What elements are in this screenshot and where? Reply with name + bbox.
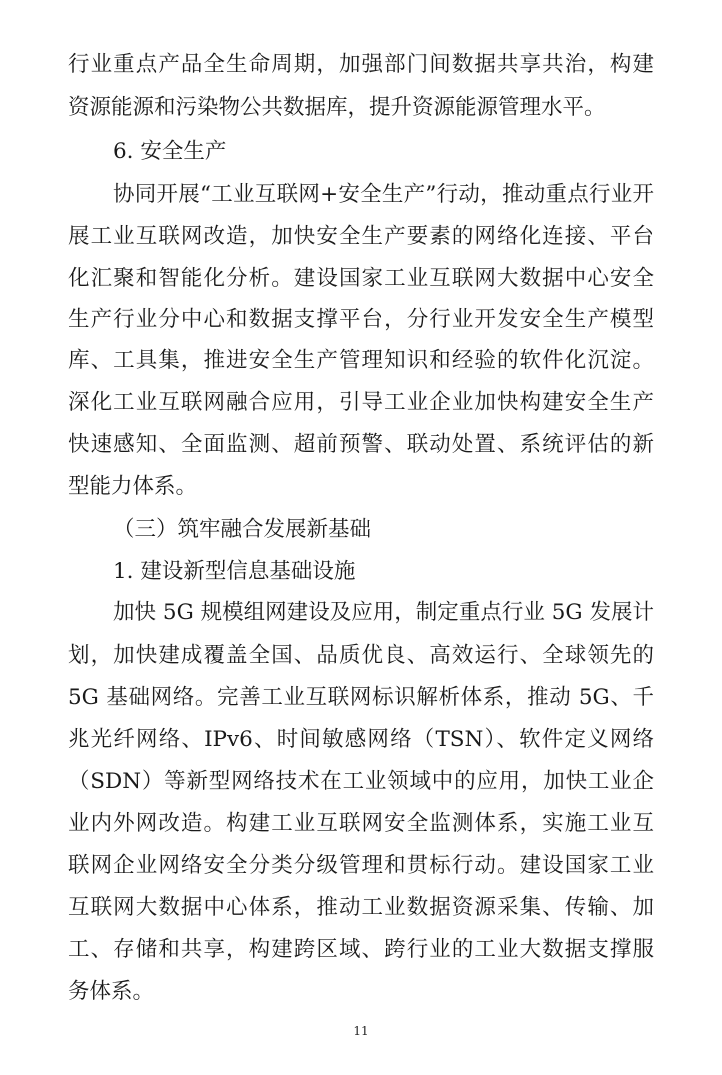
body-text-line: 资源能源和污染物公共数据库，提升资源能源管理水平。 [68, 95, 606, 120]
body-text-line: 联网企业网络安全分类分级管理和贯标行动。建设国家工业 [68, 853, 654, 878]
body-text-line: 兆光纤网络、IPv6、时间敏感网络（TSN）、软件定义网络 [68, 727, 654, 752]
body-text-line: 业内外网改造。构建工业互联网安全监测体系，实施工业互 [68, 811, 654, 836]
body-text-line: 化汇聚和智能化分析。建设国家工业互联网大数据中心安全 [68, 266, 654, 291]
body-text-line: 工、存储和共享，构建跨区域、跨行业的工业大数据支撑服 [68, 937, 654, 962]
section-heading: （三）筑牢融合发展新基础 [113, 517, 372, 542]
subsection-heading: 1. 建设新型信息基础设施 [113, 559, 356, 584]
page-number: 11 [353, 1024, 369, 1038]
body-text-line: 展工业互联网改造，加快安全生产要素的网络化连接、平台 [68, 224, 654, 249]
body-text-line: 划，加快建成覆盖全国、品质优良、高效运行、全球领先的 [68, 643, 654, 668]
section-heading: 6. 安全生产 [113, 139, 227, 164]
body-text-line: 协同开展“工业互联网+安全生产”行动，推动重点行业开 [113, 182, 654, 207]
body-text-line: 快速感知、全面监测、超前预警、联动处置、系统评估的新 [68, 432, 654, 457]
body-text-line: 库、工具集，推进安全生产管理知识和经验的软件化沉淀。 [68, 348, 654, 373]
body-text-line: 行业重点产品全生命周期，加强部门间数据共享共治，构建 [68, 52, 654, 77]
body-text-line: 5G 基础网络。完善工业互联网标识解析体系，推动 5G、千 [68, 685, 654, 710]
body-text-line: 型能力体系。 [68, 474, 198, 499]
body-text-line: 生产行业分中心和数据支撑平台，分行业开发安全生产模型 [68, 307, 654, 332]
body-text-line: 加快 5G 规模组网建设及应用，制定重点行业 5G 发展计 [113, 600, 654, 625]
body-text-line: 深化工业互联网融合应用，引导工业企业加快构建安全生产 [68, 390, 654, 415]
body-text-line: （SDN）等新型网络技术在工业领域中的应用，加快工业企 [68, 769, 654, 794]
body-text-line: 务体系。 [68, 979, 155, 1004]
body-text-line: 互联网大数据中心体系，推动工业数据资源采集、传输、加 [68, 895, 654, 920]
